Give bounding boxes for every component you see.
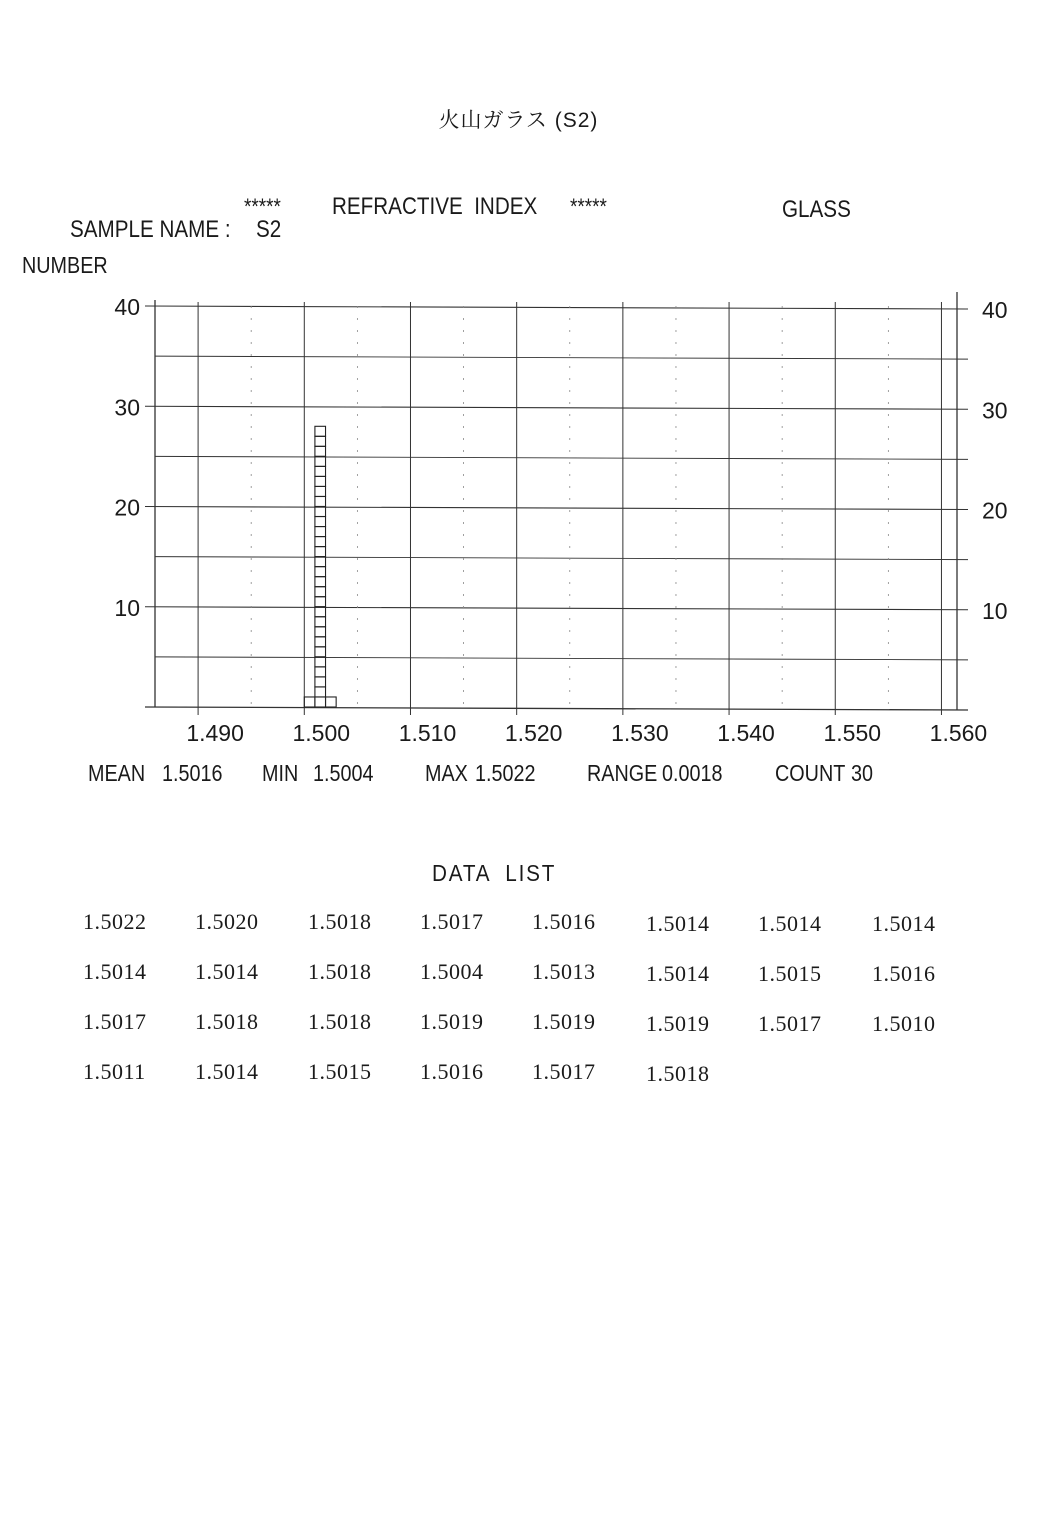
mean-value: 1.5016 — [162, 760, 223, 786]
data-list-cell: 1.5017 — [532, 1059, 596, 1084]
y-gridline — [145, 406, 968, 409]
histogram-bar — [326, 697, 337, 707]
data-list-cell: 1.5010 — [872, 1011, 936, 1036]
y-tick-label-left: 10 — [114, 594, 140, 621]
mean-label: MEAN — [88, 760, 146, 786]
histogram-bar-cell — [315, 567, 326, 577]
data-list-cell: 1.5017 — [420, 909, 484, 934]
histogram-bar-cell — [315, 617, 326, 627]
material-label: GLASS — [782, 196, 851, 223]
x-tick-label: 1.540 — [717, 720, 775, 746]
y-tick-label-right: 40 — [982, 297, 1008, 323]
histogram-bar-cell — [315, 627, 326, 637]
histogram-bar-cell — [315, 647, 326, 657]
data-list-cell: 1.5016 — [420, 1059, 484, 1084]
y-tick-label-right: 30 — [982, 397, 1008, 424]
x-tick-label: 1.510 — [398, 720, 457, 746]
histogram-bar-cell — [315, 597, 326, 607]
sample-name-value: S2 — [256, 216, 282, 243]
min-value: 1.5004 — [313, 760, 374, 786]
data-list-cell: 1.5017 — [758, 1011, 822, 1036]
histogram-bar-cell — [304, 697, 315, 707]
min-label: MIN — [262, 760, 299, 786]
histogram-bar — [315, 426, 326, 707]
histogram-chart — [0, 252, 1037, 760]
y-tick-label-left: 30 — [114, 394, 140, 421]
x-axis-line — [145, 707, 968, 710]
histogram-bar-cell — [315, 577, 326, 587]
x-tick-label: 1.490 — [186, 720, 244, 746]
histogram-bar-cell — [315, 466, 326, 476]
y-gridline — [155, 456, 968, 459]
range-value: 0.0018 — [662, 760, 723, 786]
data-list-cell: 1.5019 — [532, 1009, 596, 1034]
x-tick-label: 1.530 — [611, 720, 669, 746]
data-list-cell: 1.5014 — [646, 961, 710, 986]
histogram-bar-cell — [315, 436, 326, 446]
range-label: RANGE — [587, 760, 658, 786]
y-tick-label-left: 20 — [114, 494, 140, 521]
header-stars-left: ***** — [244, 194, 281, 219]
histogram-bar-cell — [315, 697, 326, 707]
histogram-bar-cell — [315, 486, 326, 496]
header-title: REFRACTIVE INDEX — [332, 193, 538, 220]
count-label: COUNT — [775, 760, 846, 786]
data-list-cell: 1.5018 — [308, 1009, 372, 1034]
data-list-cell: 1.5013 — [532, 959, 596, 984]
data-list-cell: 1.5016 — [532, 909, 596, 934]
document-title: 火山ガラス (S2) — [438, 109, 599, 132]
histogram-bar-cell — [315, 547, 326, 557]
histogram-bar — [304, 697, 315, 707]
histogram-bar-cell — [315, 476, 326, 486]
data-list-cell: 1.5018 — [308, 909, 372, 934]
data-list-title: DATA LIST — [432, 860, 557, 886]
data-list-cell: 1.5022 — [83, 909, 147, 934]
histogram-bar-cell — [315, 667, 326, 677]
histogram-bar-cell — [315, 587, 326, 597]
histogram-bar-cell — [326, 697, 337, 707]
data-list-cell: 1.5014 — [83, 959, 147, 984]
data-list-cell: 1.5004 — [420, 959, 484, 984]
histogram-bar-cell — [315, 637, 326, 647]
data-list-cell: 1.5014 — [758, 911, 822, 936]
x-tick-label: 1.560 — [929, 720, 988, 746]
x-tick-label: 1.520 — [504, 720, 563, 746]
y-gridline — [145, 507, 968, 510]
y-tick-label-left: 40 — [114, 294, 140, 320]
histogram-bar-cell — [315, 537, 326, 547]
y-gridline — [155, 657, 968, 660]
data-list-cell: 1.5015 — [308, 1059, 372, 1084]
histogram-bar-cell — [315, 677, 326, 687]
histogram-bar-cell — [315, 517, 326, 527]
header-stars-right: ***** — [570, 194, 607, 219]
histogram-bar-cell — [315, 557, 326, 567]
count-value: 30 — [851, 760, 874, 786]
x-tick-label: 1.500 — [292, 720, 351, 746]
histogram-bar-cell — [315, 496, 326, 506]
histogram-bar-cell — [315, 687, 326, 697]
data-list-cell: 1.5018 — [646, 1061, 710, 1086]
max-label: MAX — [425, 760, 468, 786]
y-tick-label-right: 10 — [982, 597, 1008, 624]
data-list-cell: 1.5018 — [195, 1009, 259, 1034]
data-list-cell: 1.5014 — [195, 959, 259, 984]
y-gridline — [155, 557, 968, 560]
y-gridline — [155, 356, 968, 359]
histogram-bar-cell — [315, 426, 326, 436]
sample-name-label: SAMPLE NAME : — [70, 216, 231, 243]
data-list-cell: 1.5015 — [758, 961, 822, 986]
histogram-bar-cell — [315, 446, 326, 456]
y-tick-label-right: 20 — [982, 497, 1008, 524]
data-list-cell: 1.5014 — [646, 911, 710, 936]
y-gridline — [145, 306, 968, 309]
data-list-cell: 1.5018 — [308, 959, 372, 984]
y-gridline — [145, 607, 968, 610]
data-list-cell: 1.5014 — [872, 911, 936, 936]
y-axis-label: NUMBER — [22, 252, 108, 279]
histogram-bar-cell — [315, 657, 326, 667]
x-tick-label: 1.550 — [823, 720, 882, 746]
data-list-cell: 1.5011 — [83, 1059, 146, 1084]
max-value: 1.5022 — [475, 760, 536, 786]
data-list-cell: 1.5019 — [646, 1011, 710, 1036]
data-list-cell: 1.5017 — [83, 1009, 147, 1034]
data-list-cell: 1.5019 — [420, 1009, 484, 1034]
histogram-bar-cell — [315, 507, 326, 517]
histogram-bar-cell — [315, 607, 326, 617]
histogram-bar-cell — [315, 527, 326, 537]
data-list-cell: 1.5020 — [195, 909, 259, 934]
histogram-bar-cell — [315, 456, 326, 466]
data-list-cell: 1.5016 — [872, 961, 936, 986]
data-list-cell: 1.5014 — [195, 1059, 259, 1084]
